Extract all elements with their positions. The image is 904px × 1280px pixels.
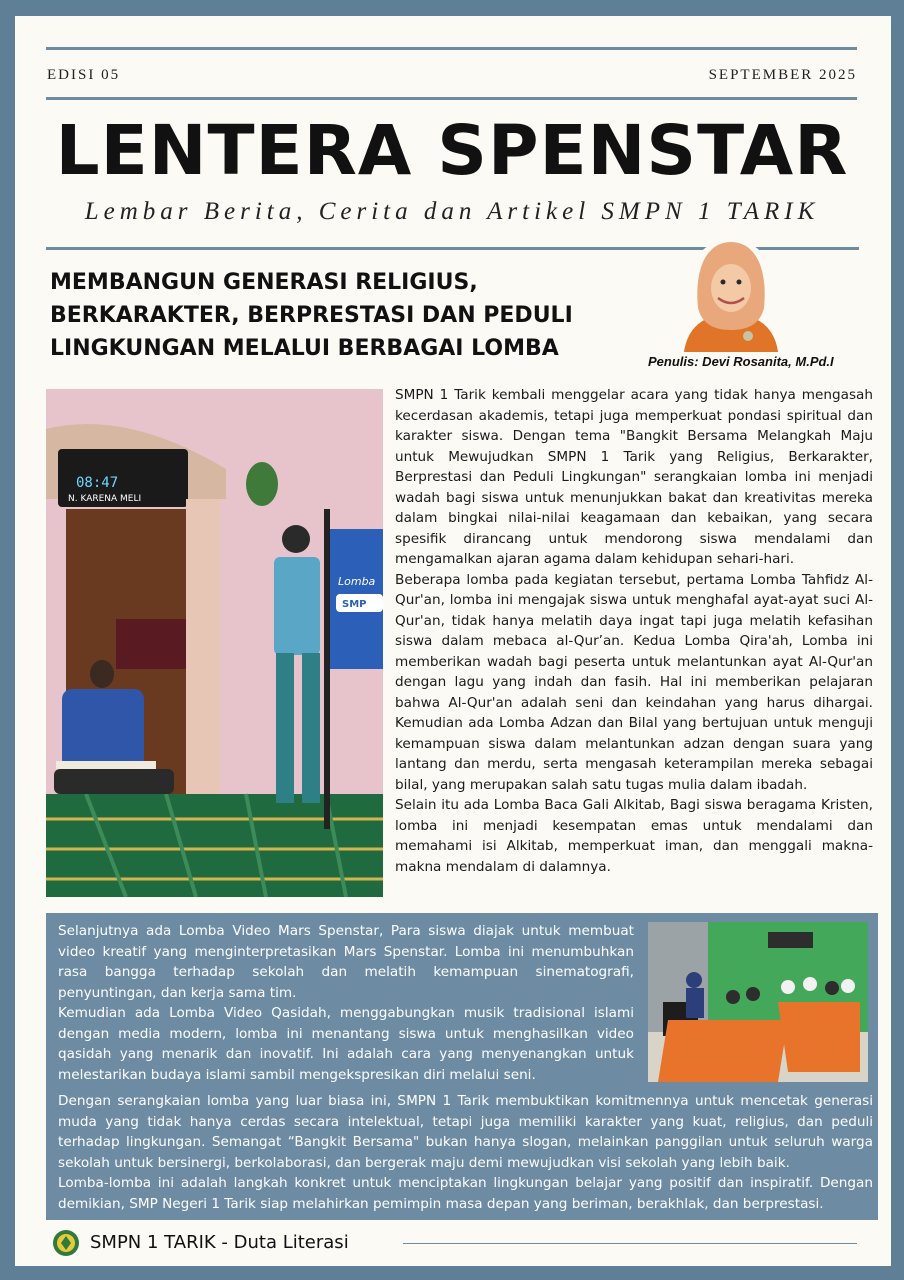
article-paragraph: Selain itu ada Lomba Baca Gali Alkitab, Bagi siswa beragama Kristen, lomba ini menjadi kesempatan emas untuk mendalami dan memahami isi Alkitab, memperkuat iman, dan menggali makna-makna mendalam di dalamnya. <box>395 797 873 875</box>
event-photo-classroom <box>648 922 868 1082</box>
masthead-title: LENTERA SPENSTAR <box>55 111 849 191</box>
article-body-main <box>395 385 873 877</box>
highlight-box-body <box>58 921 634 1085</box>
edition-label: EDISI 05 <box>47 67 121 83</box>
photo-ticker-text: N. KARENA MELI <box>68 494 142 504</box>
article-paragraph: Dengan serangkaian lomba yang luar biasa ini, SMPN 1 Tarik membuktikan komitmennya untuk mencetak generasi muda yang tidak hanya cerdas secara intelektual, tetapi juga memiliki karakter yang kuat, religius, dan peduli terhadap lingkungan. Semangat “Bangkit Bersama" bukan hanya slogan, melainkan panggilan untuk seluruh warga sekolah untuk bersinergi, berkolaborasi, dan bergerak maju demi mewujudkan visi sekolah yang lebih baik. <box>58 1093 873 1171</box>
headline-line: LINGKUNGAN MELALUI BERBAGAI LOMBA <box>50 336 559 361</box>
masthead-tagline: Lembar Berita, Cerita dan Artikel SMPN 1 TARIK <box>84 198 820 225</box>
article-paragraph: Beberapa lomba pada kegiatan tersebut, pertama Lomba Tahfidz Al-Qur'an, lomba ini mengajak siswa untuk menghafal ayat-ayat suci Al-Qur'an, tidak hanya melatih daya ingat tapi juga melatih kefasihan siswa dalam mebaca al-Qur’an. Kedua Lomba Qira'ah, Lomba ini memberikan wadah bagi peserta untuk melantunkan ayat Al-Qur'an dengan lagu yang indah dan fasih. Hal ini memberikan pelajaran bahwa Al-Qur'an adalah seni dan keindahan yang harus dihargai. Kemudian ada Lomba Adzan dan Bilal yang bertujuan untuk menguji kemampuan siswa dalam melantunkan adzan dengan suara yang lantang dan merdu, serta mengasah keterampilan mereka sebagai bilal, yang merupakan salah satu tugas mulia dalam ibadah. <box>395 571 873 793</box>
article-paragraph: Selanjutnya ada Lomba Video Mars Spenstar, Para siswa diajak untuk membuat video kreatif yang menginterpretasikan Mars Spenstar. Lomba ini menumbuhkan rasa bangga terhadap sekolah dan melatih kemampuan sinematografi, penyuntingan, dan kerja sama tim. <box>58 923 634 1001</box>
author-photo <box>682 236 780 352</box>
footer-label: SMPN 1 TARIK - Duta Literasi <box>90 1232 349 1253</box>
header-rule <box>46 97 857 100</box>
top-rule <box>46 47 857 50</box>
event-photo-adzan <box>46 389 383 897</box>
photo-banner-sub: SMP <box>342 599 367 610</box>
school-logo-icon <box>52 1229 80 1257</box>
article-paragraph: SMPN 1 Tarik kembali menggelar acara yang tidak hanya mengasah kecerdasan akademis, tetapi juga memperkuat pondasi spiritual dan karakter siswa. Dengan tema "Bangkit Bersama Melangkah Maju untuk Mewujudkan SMPN 1 Tarik yang Religius, Berkarakter, Berprestasi dan Peduli Lingkungan" serangkaian lomba ini menjadi wadah bagi siswa untuk menunjukkan bakat dan kreativitas mereka dalam bingkai nilai-nilai keagamaan dan kebaikan, yang secara spesifik dirancang untuk mendorong siswa mendalami dan mengamalkan ajaran agama dalam kehidupan sehari-hari. <box>395 387 873 567</box>
issue-date: SEPTEMBER 2025 <box>708 67 857 83</box>
headline-line: BERKARAKTER, BERPRESTASI DAN PEDULI <box>50 303 573 328</box>
photo-banner-text: Lomba <box>338 575 376 588</box>
author-credit: Penulis: Devi Rosanita, M.Pd.I <box>648 354 834 369</box>
article-headline <box>50 266 640 365</box>
article-paragraph: Lomba-lomba ini adalah langkah konkret untuk menciptakan lingkungan belajar yang positif dan inspiratif. Dengan demikian, SMP Negeri 1 Tarik siap melahirkan pemimpin masa depan yang beriman, berakhlak, dan berprestasi. <box>58 1175 873 1212</box>
headline-line: MEMBANGUN GENERASI RELIGIUS, <box>50 270 478 295</box>
photo-clock-text: 08:47 <box>76 475 119 491</box>
footer-rule <box>403 1243 857 1244</box>
article-paragraph: Kemudian ada Lomba Video Qasidah, menggabungkan musik tradisional islami dengan media modern, lomba ini menantang siswa untuk menghasilkan video qasidah yang menarik dan inovatif. Ini adalah cara yang menyenangkan untuk melestarikan budaya islami sambil mengekspresikan diri melalui seni. <box>58 1005 634 1083</box>
article-body-closing <box>58 1091 873 1214</box>
